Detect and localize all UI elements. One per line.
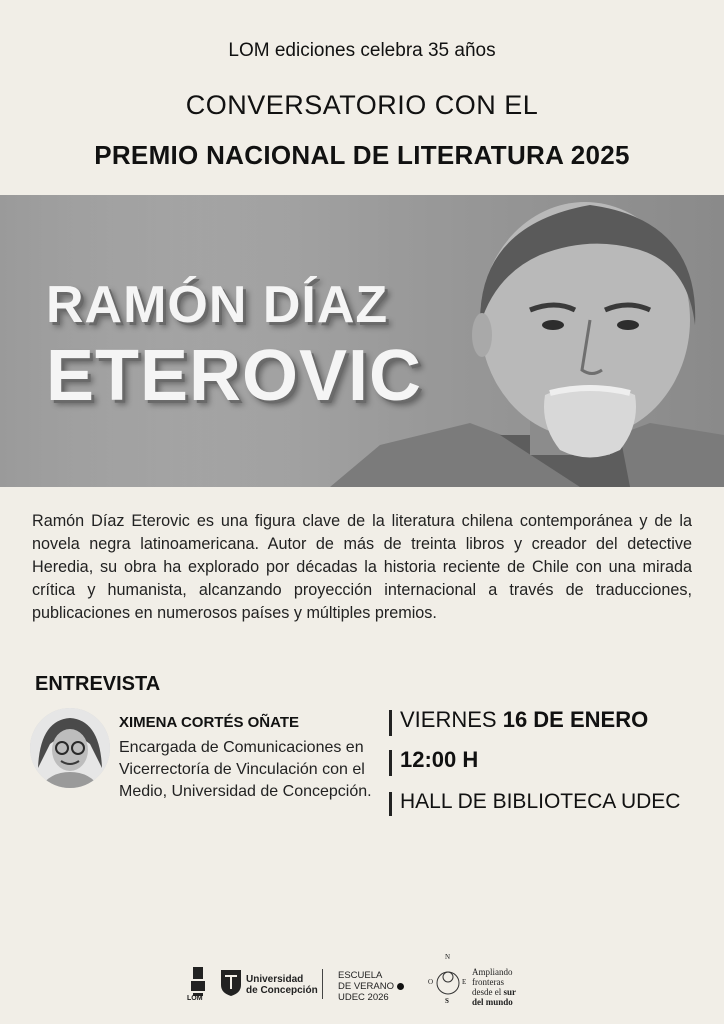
- ampliando-line2: fronteras: [472, 977, 504, 987]
- escuela-line2-row: [338, 981, 404, 992]
- udec-shield-icon: [220, 969, 242, 997]
- ampliando-text: [472, 967, 516, 1007]
- event-date: 16 DE ENERO: [502, 707, 649, 732]
- author-bio: Ramón Díaz Eterovic es una figura clave de la literatura chilena contemporánea y de la novela negra latinoamericana. Autor de más de treinta libros y creador del detective Heredia, su obra ha explorado por décadas la historia reciente de Chile con una mirada crítica y humanista, alcanzando proyección internacional a través de traducciones, publicaciones en numerosos países y múltiples premios.: [32, 512, 692, 622]
- compass-logo: [428, 955, 468, 1011]
- interview-section-label: ENTREVISTA: [35, 673, 161, 695]
- premio-heading: PREMIO NACIONAL DE LITERATURA 2025: [94, 140, 630, 170]
- event-time: 12:00 H: [400, 747, 479, 772]
- compass-e: E: [462, 978, 467, 986]
- interviewer-role: Encargada de Comunicaciones en Vicerrectoría de Vinculación con el Medio, Universidad de Concepción.: [119, 739, 372, 800]
- compass-o: O: [428, 978, 434, 986]
- escuela-line1: ESCUELA: [338, 970, 383, 981]
- escuela-line2: DE VERANO: [338, 981, 394, 992]
- author-name-line2: ETEROVIC: [46, 336, 423, 416]
- event-place: HALL DE BIBLIOTECA UDEC: [400, 790, 681, 813]
- conversatorio-heading: CONVERSATORIO CON EL: [185, 90, 539, 120]
- event-divider-day: [389, 710, 392, 736]
- event-day: [400, 707, 648, 733]
- compass-s: S: [445, 997, 449, 1005]
- ampliando-line1: Ampliando: [472, 967, 513, 977]
- dot-icon: [397, 983, 404, 990]
- event-day-prefix: VIERNES: [400, 707, 503, 732]
- ampliando-line3: [472, 987, 516, 997]
- ampliando-line3b: sur: [503, 987, 517, 997]
- lom-logo-text: LOM: [187, 995, 203, 1002]
- interviewer-name: XIMENA CORTÉS OÑATE: [119, 714, 300, 731]
- compass-n: N: [445, 953, 451, 961]
- author-name-line1: RAMÓN DÍAZ: [46, 276, 389, 334]
- udec-text-line2: de Concepción: [246, 985, 318, 996]
- event-divider-place: [389, 792, 392, 816]
- udec-text-line1: Universidad: [246, 974, 304, 985]
- ampliando-line3a: desde el: [472, 987, 504, 997]
- celebration-line: LOM ediciones celebra 35 años: [228, 40, 496, 61]
- udec-text: [246, 974, 318, 996]
- footer-divider: [322, 969, 323, 999]
- udec-logo: [220, 969, 242, 1002]
- ampliando-line4: del mundo: [472, 997, 513, 1007]
- interviewer-avatar: [30, 708, 110, 788]
- event-divider-time: [389, 750, 392, 776]
- lom-logo: [187, 967, 206, 1005]
- escuela-line3: UDEC 2026: [338, 992, 389, 1003]
- author-banner: [0, 195, 724, 487]
- sponsor-logos: [0, 953, 724, 1015]
- escuela-verano-logo: [338, 970, 404, 1003]
